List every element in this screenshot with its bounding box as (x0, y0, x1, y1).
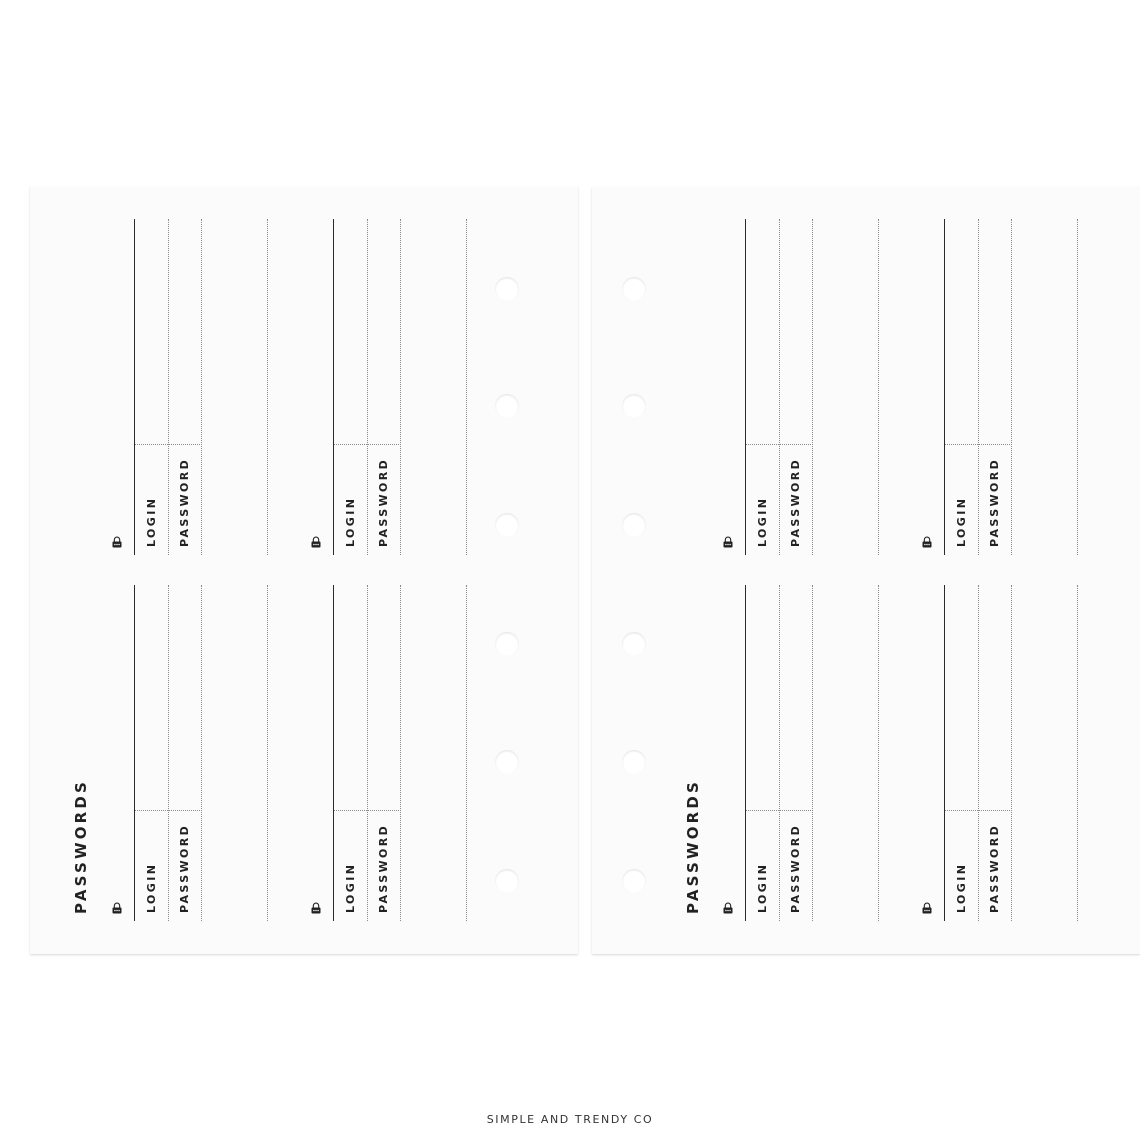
planner-page-left (30, 187, 578, 954)
password-label: PASSWORD (178, 457, 191, 547)
entry-column-rule (168, 585, 169, 921)
entry-column-rule (779, 219, 780, 555)
entry-column-rule (978, 219, 979, 555)
entry-column-rule (201, 219, 202, 555)
entry-column-rule (1011, 219, 1012, 555)
binder-hole (622, 394, 646, 418)
password-entry[interactable] (745, 585, 885, 925)
binder-hole (622, 277, 646, 301)
login-label: LOGIN (756, 496, 769, 547)
entry-solid-rule (333, 585, 334, 921)
entry-column-rule (400, 219, 401, 555)
entry-label-divider (334, 810, 401, 811)
entry-column-rule (367, 585, 368, 921)
password-entry[interactable] (134, 585, 274, 925)
binder-hole (495, 750, 519, 774)
binder-hole (495, 394, 519, 418)
binder-hole (495, 513, 519, 537)
page-title: PASSWORDS (72, 778, 90, 914)
lock-icon (921, 899, 933, 911)
password-label: PASSWORD (377, 457, 390, 547)
password-entry[interactable] (333, 219, 473, 559)
entry-solid-rule (134, 219, 135, 555)
entry-column-rule (812, 219, 813, 555)
lock-icon (111, 533, 123, 545)
entry-solid-rule (944, 585, 945, 921)
password-label: PASSWORD (988, 457, 1001, 547)
brand-footer: SIMPLE AND TRENDY CO (486, 1113, 654, 1126)
password-entry[interactable] (134, 219, 274, 559)
entry-notes-rule (466, 219, 467, 555)
lock-icon (310, 533, 322, 545)
planner-page-right (592, 187, 1140, 954)
lock-icon (722, 533, 734, 545)
login-label: LOGIN (344, 862, 357, 913)
entry-solid-rule (745, 219, 746, 555)
entry-solid-rule (333, 219, 334, 555)
binder-hole (622, 513, 646, 537)
lock-icon (111, 899, 123, 911)
password-entry[interactable] (333, 585, 473, 925)
login-label: LOGIN (955, 862, 968, 913)
entry-solid-rule (944, 219, 945, 555)
password-label: PASSWORD (377, 823, 390, 913)
page-title: PASSWORDS (684, 778, 702, 914)
login-label: LOGIN (145, 496, 158, 547)
binder-hole (495, 277, 519, 301)
entry-notes-rule (267, 585, 268, 921)
entry-notes-rule (466, 585, 467, 921)
lock-icon (310, 899, 322, 911)
password-label: PASSWORD (789, 823, 802, 913)
password-entry[interactable] (944, 219, 1084, 559)
lock-icon (722, 899, 734, 911)
password-entry[interactable] (944, 585, 1084, 925)
binder-hole (495, 632, 519, 656)
entry-column-rule (1011, 585, 1012, 921)
password-label: PASSWORD (789, 457, 802, 547)
entry-column-rule (812, 585, 813, 921)
entry-label-divider (746, 444, 813, 445)
entry-column-rule (400, 585, 401, 921)
binder-hole (622, 869, 646, 893)
password-label: PASSWORD (178, 823, 191, 913)
entry-solid-rule (134, 585, 135, 921)
entry-column-rule (779, 585, 780, 921)
entry-label-divider (945, 444, 1012, 445)
entry-column-rule (367, 219, 368, 555)
login-label: LOGIN (756, 862, 769, 913)
entry-notes-rule (1077, 219, 1078, 555)
password-label: PASSWORD (988, 823, 1001, 913)
entry-label-divider (334, 444, 401, 445)
entry-label-divider (945, 810, 1012, 811)
entry-column-rule (978, 585, 979, 921)
entry-notes-rule (878, 585, 879, 921)
login-label: LOGIN (145, 862, 158, 913)
login-label: LOGIN (344, 496, 357, 547)
binder-hole (622, 750, 646, 774)
entry-notes-rule (878, 219, 879, 555)
entry-label-divider (135, 444, 202, 445)
entry-notes-rule (1077, 585, 1078, 921)
password-entry[interactable] (745, 219, 885, 559)
binder-hole (495, 869, 519, 893)
entry-label-divider (135, 810, 202, 811)
entry-column-rule (168, 219, 169, 555)
login-label: LOGIN (955, 496, 968, 547)
lock-icon (921, 533, 933, 545)
entry-column-rule (201, 585, 202, 921)
entry-solid-rule (745, 585, 746, 921)
entry-notes-rule (267, 219, 268, 555)
entry-label-divider (746, 810, 813, 811)
binder-hole (622, 632, 646, 656)
